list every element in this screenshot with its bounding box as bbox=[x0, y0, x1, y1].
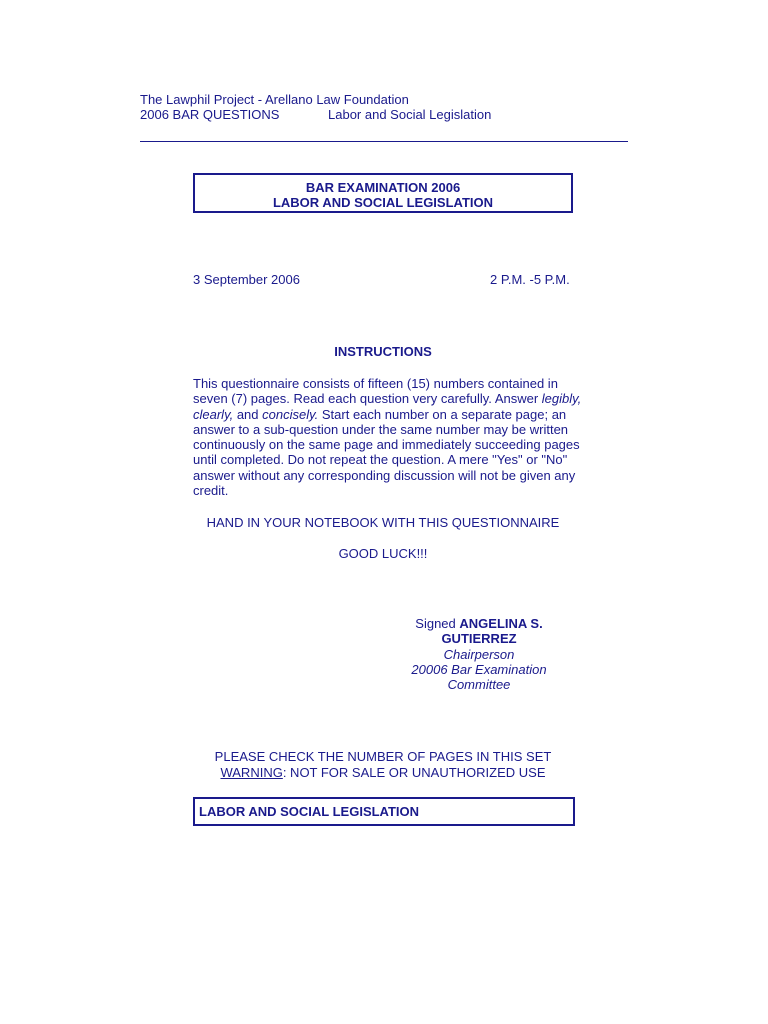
instructions-text-part: This questionnaire consists of fifteen (15) numbers contained in seven (7) pages. Read each question very carefully. Answer bbox=[193, 376, 558, 407]
header-divider bbox=[140, 141, 628, 142]
good-luck-text: GOOD LUCK!!! bbox=[338, 546, 428, 561]
signature-block bbox=[400, 616, 558, 692]
warning-text: : NOT FOR SALE OR UNAUTHORIZED USE bbox=[282, 765, 546, 780]
instructions-heading: INSTRUCTIONS bbox=[334, 344, 432, 359]
signature-name-line bbox=[400, 616, 558, 647]
instructions-text-part: Start each number on a separate page; an answer to a sub-question under the same number may be written continuously on the same page and immediately succeeding pages until completed. Do not repeat the question. A mere "Yes" or "No" answer without any corresponding discussion will not be given any credit. bbox=[193, 406, 580, 499]
committee-line-2: Committee bbox=[447, 677, 511, 693]
exam-title-box bbox=[193, 173, 573, 213]
section-title-box bbox=[193, 797, 575, 826]
signatory-name: ANGELINA S. GUTIERREZ bbox=[441, 616, 543, 647]
header-series-line bbox=[140, 107, 492, 122]
signatory-position: Chairperson bbox=[443, 646, 515, 662]
hand-in-notice: HAND IN YOUR NOTEBOOK WITH THIS QUESTIONNAIRE bbox=[206, 515, 560, 530]
signed-label: Signed bbox=[415, 616, 456, 631]
header-source: The Lawphil Project - Arellano Law Foundation bbox=[140, 92, 409, 107]
exam-date: 3 September 2006 bbox=[193, 272, 300, 287]
header-series: 2006 BAR QUESTIONS bbox=[140, 107, 280, 122]
exam-title: BAR EXAMINATION 2006 bbox=[305, 180, 461, 195]
section-title: LABOR AND SOCIAL LEGISLATION bbox=[199, 804, 420, 819]
exam-subject-title: LABOR AND SOCIAL LEGISLATION bbox=[272, 195, 494, 210]
warning-notice bbox=[193, 765, 573, 780]
exam-time: 2 P.M. -5 P.M. bbox=[490, 272, 570, 287]
instructions-text-part: and bbox=[233, 406, 263, 422]
header-subject: Labor and Social Legislation bbox=[328, 107, 492, 122]
warning-label: WARNING bbox=[220, 765, 283, 780]
check-pages-notice: PLEASE CHECK THE NUMBER OF PAGES IN THIS SET bbox=[214, 749, 552, 764]
instructions-emphasis: legibly, clearly, bbox=[193, 391, 582, 422]
instructions-emphasis: concisely. bbox=[262, 406, 319, 422]
instructions-text bbox=[193, 376, 583, 498]
committee-line-1: 20006 Bar Examination bbox=[411, 661, 547, 677]
